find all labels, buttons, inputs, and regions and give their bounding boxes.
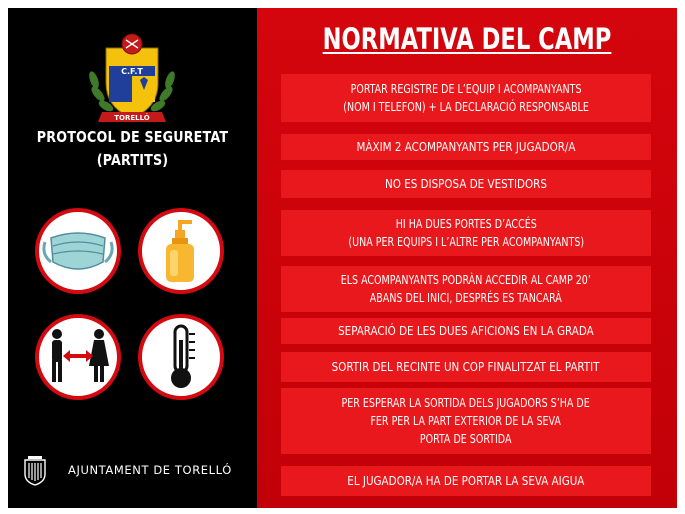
rule-item xyxy=(281,170,651,198)
crest-initials: C.F.T xyxy=(121,67,143,76)
rule-line: EL JUGADOR/A HA DE PORTAR LA SEVA AIGUA xyxy=(347,473,585,488)
distance-circle xyxy=(35,314,121,400)
rule-line: NO ES DISPOSA DE VESTIDORS xyxy=(385,176,547,191)
crest-ribbon-text: TORELLÓ xyxy=(114,114,150,122)
rule-item xyxy=(281,318,651,344)
rule-item xyxy=(281,352,651,382)
protocol-title-line2: (PARTITS) xyxy=(96,151,169,169)
sanitizer-circle xyxy=(138,208,224,294)
rule-item xyxy=(281,266,651,312)
rule-item xyxy=(281,466,651,496)
right-panel xyxy=(257,8,677,508)
rule-line: PORTA DE SORTIDA xyxy=(420,431,512,446)
left-panel xyxy=(8,8,257,508)
rule-line: HI HA DUES PORTES D’ACCÉS xyxy=(395,216,537,231)
rule-line: SEPARACIÓ DE LES DUES AFICIONS EN LA GRADA xyxy=(338,323,594,338)
rule-item xyxy=(281,134,651,160)
poster xyxy=(8,8,677,508)
thermometer-circle xyxy=(138,314,224,400)
face-mask-icon xyxy=(39,212,117,290)
rule-item xyxy=(281,388,651,454)
rule-line: (UNA PER EQUIPS I L’ALTRE PER ACOMPANYANTS) xyxy=(348,234,584,249)
rule-line: MÀXIM 2 ACOMPANYANTS PER JUGADOR/A xyxy=(356,139,576,154)
rule-line: FER PER LA PART EXTERIOR DE LA SEVA xyxy=(370,413,562,428)
rule-line: PORTAR REGISTRE DE L’EQUIP I ACOMPANYANTS xyxy=(350,81,582,96)
ajuntament-logo xyxy=(22,454,48,486)
rule-item xyxy=(281,210,651,256)
normativa-title: NORMATIVA DEL CAMP xyxy=(322,22,612,56)
rule-line: (NOM I TELEFON) + LA DECLARACIÓ RESPONSABLE xyxy=(343,99,589,114)
rule-line: ABANS DEL INICI, DESPRÉS ES TANCARÀ xyxy=(369,290,562,305)
face-mask-circle xyxy=(35,208,121,294)
club-crest-logo xyxy=(84,28,180,128)
social-distance-icon xyxy=(39,318,117,396)
rule-line: ELS ACOMPANYANTS PODRÀN ACCEDIR AL CAMP 20’ xyxy=(340,272,592,287)
thermometer-icon xyxy=(142,318,220,396)
rule-line: PER ESPERAR LA SORTIDA DELS JUGADORS S’HA DE xyxy=(341,395,591,410)
ajuntament-name: AJUNTAMENT DE TORELLÓ xyxy=(68,463,232,477)
hand-sanitizer-icon xyxy=(142,212,220,290)
protocol-title-line1: PROTOCOL DE SEGURETAT xyxy=(36,128,229,146)
rule-item xyxy=(281,74,651,122)
rule-line: SORTIR DEL RECINTE UN COP FINALITZAT EL PARTIT xyxy=(332,359,600,374)
